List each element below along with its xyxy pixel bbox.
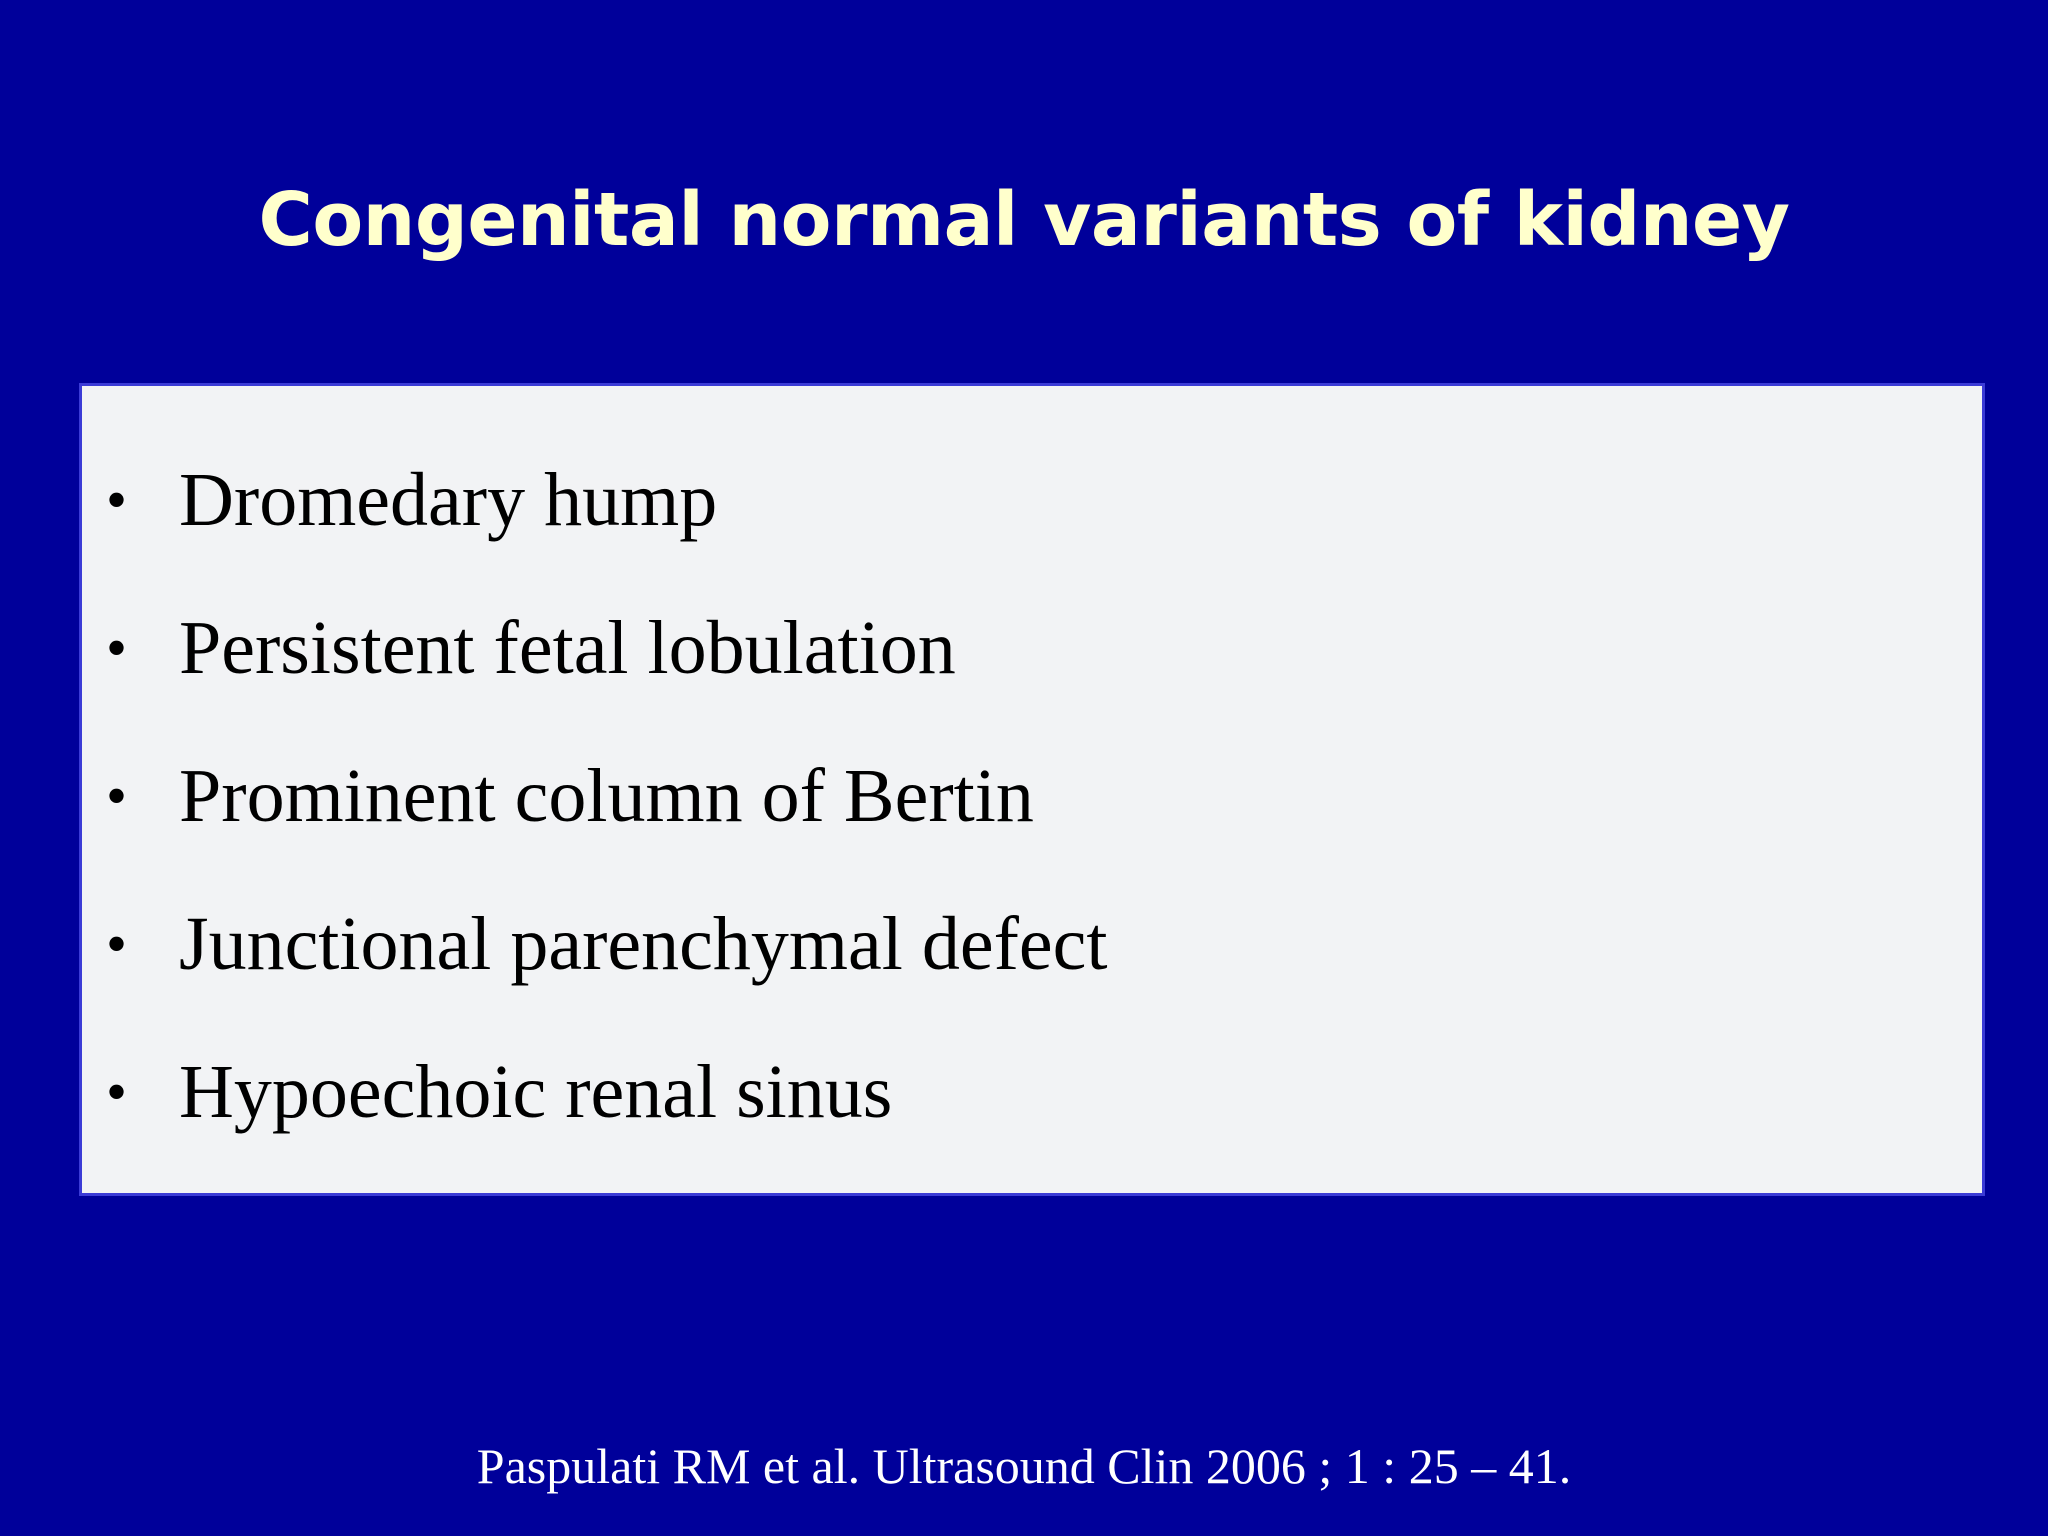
- bullet-icon: •: [106, 763, 128, 829]
- bullet-list: [82, 426, 1982, 1166]
- bullet-icon: •: [106, 1059, 128, 1125]
- list-item-text: Prominent column of Bertin: [179, 754, 1034, 838]
- citation: Paspulati RM et al. Ultrasound Clin 2006 ; 1 : 25 – 41.: [476, 1438, 1572, 1494]
- bullet-icon: •: [106, 615, 128, 681]
- slide-title: Congenital normal variants of kidney: [258, 177, 1790, 263]
- list-item-text: Dromedary hump: [179, 458, 718, 542]
- content-box: [79, 383, 1985, 1196]
- list-item-text: Junctional parenchymal defect: [179, 902, 1108, 986]
- list-item-text: Hypoechoic renal sinus: [179, 1050, 893, 1134]
- list-item: [82, 426, 1982, 574]
- list-item: [82, 1018, 1982, 1166]
- bullet-icon: •: [106, 911, 128, 977]
- list-item: [82, 870, 1982, 1018]
- list-item: [82, 722, 1982, 870]
- list-item: [82, 574, 1982, 722]
- bullet-icon: •: [106, 467, 128, 533]
- list-item-text: Persistent fetal lobulation: [179, 606, 956, 690]
